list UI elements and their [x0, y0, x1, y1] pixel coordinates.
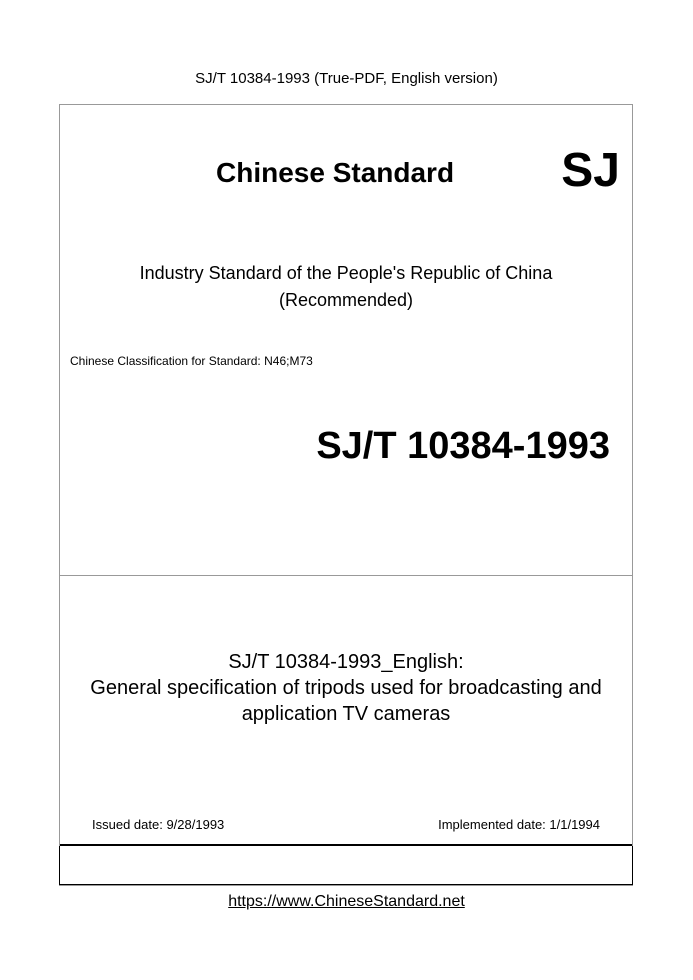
document-title [60, 649, 632, 727]
standard-title: Chinese Standard [216, 157, 455, 188]
issuer-block [60, 260, 632, 314]
cover-header-section [60, 105, 632, 576]
standard-abbrev: SJ [561, 144, 620, 197]
page-caption: SJ/T 10384-1993 (True-PDF, English version) [195, 70, 498, 87]
cover-frame [59, 104, 633, 886]
website-link-text[interactable]: https://www.ChineseStandard.net [228, 893, 465, 910]
classification-text: Chinese Classification for Standard: N46;M73 [70, 354, 313, 368]
document-title-line: SJ/T 10384-1993_English: [228, 651, 464, 673]
issuer-line: Industry Standard of the People's Republic of China [139, 263, 553, 283]
document-title-section [60, 576, 632, 846]
document-title-line: General specification of tripods used for broadcasting and [90, 677, 602, 699]
document-title-line: application TV cameras [241, 703, 451, 725]
issuer-type: (Recommended) [278, 290, 414, 310]
implemented-date: Implemented date: 1/1/1994 [438, 817, 600, 832]
standard-number: SJ/T 10384-1993 [316, 425, 610, 467]
website-link[interactable] [0, 893, 693, 911]
issued-date: Issued date: 9/28/1993 [92, 817, 225, 832]
empty-footer-box [59, 846, 633, 885]
